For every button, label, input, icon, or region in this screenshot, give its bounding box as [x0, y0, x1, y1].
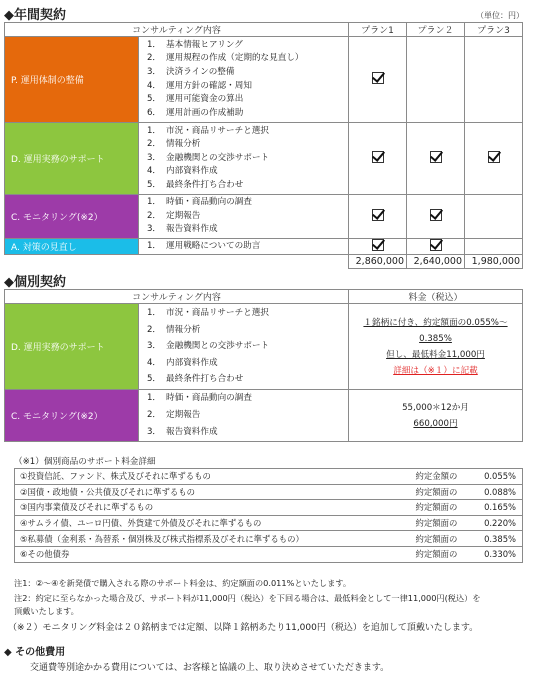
individual-header-content: コンサルティング内容 [5, 290, 349, 304]
checkbox-icon [430, 239, 442, 251]
checkbox-icon [372, 209, 384, 221]
fee-cell-c [349, 390, 523, 442]
detail-label: ②国債・政地債・公共債及びそれに準ずるもの [15, 484, 411, 500]
check-cell [465, 195, 523, 239]
table-row [15, 531, 523, 547]
individual-category-d: D. 運用実務のサポート [5, 304, 139, 390]
list-item: 2． 定期報告 [146, 210, 201, 221]
check-cell [349, 123, 407, 195]
note-2-cont: 頂戴いたします。 [14, 606, 79, 616]
detail-basis: 約定額面の [411, 484, 471, 500]
list-item: 5． 運用可能資金の算出 [146, 94, 244, 105]
list-item: 2． 情報分析 [146, 139, 201, 150]
detail-basis: 約定額面の [411, 546, 471, 562]
list-item: 1． 運用戦略についての助言 [146, 240, 261, 251]
detail-rate: 0.165% [471, 500, 523, 516]
annual-header-plan2: プラン２ [407, 23, 465, 37]
category-c: C. モニタリング(※2） [5, 195, 139, 239]
detail-label: ①投資信託、ファンド、株式及びそれに準ずるもの [15, 469, 411, 485]
detail-rate: 0.088% [471, 484, 523, 500]
list-item: 5． 最終条件打ち合わせ [146, 179, 244, 190]
detail-label: ④サムライ債、ユーロ円債、外貨建て外債及びそれに準ずるもの [15, 515, 411, 531]
annual-header-content: コンサルティング内容 [5, 23, 349, 37]
fee-annual-total: 660,000円 [413, 418, 458, 429]
detail-rate: 0.385% [471, 531, 523, 547]
note-2: 注2：約定に至らなかった場合及び、サポート料が11,000円（税込）を下回る場合は、最低料金として一律11,000円(税込）を [14, 593, 481, 603]
checkbox-icon [488, 151, 500, 163]
individual-items-c [139, 390, 349, 442]
list-item: 4． 内部資料作成 [146, 166, 218, 177]
list-item: 1． 時価・商品動向の調査 [146, 197, 252, 208]
checkbox-icon [372, 72, 384, 84]
items-c [139, 195, 349, 239]
list-item: 3． 決済ラインの整備 [146, 66, 235, 77]
detail-label: ③国内事業債及びそれに準ずるもの [15, 500, 411, 516]
category-d: D. 運用実務のサポート [5, 123, 139, 195]
checkbox-icon [430, 209, 442, 221]
note-monitoring: （※２）モニタリング料金は２０銘柄までは定額、以降１銘柄あたり11,000円（税込）を追加して頂戴いたします。 [8, 623, 479, 633]
detail-label: ⑥その他債券 [15, 546, 411, 562]
note-1: 注1：②～④を新発債で購入される際のサポート料金は、約定額面の0.011%といたします。 [14, 578, 352, 588]
detail-rate: 0.330% [471, 546, 523, 562]
fee-cell-d [349, 304, 523, 390]
items-a [139, 239, 349, 255]
detail-basis: 約定金額の [411, 469, 471, 485]
check-cell [349, 195, 407, 239]
individual-contract-table [4, 289, 523, 442]
unit-label: （単位：円） [476, 11, 524, 20]
table-row [15, 469, 523, 485]
category-p: P. 運用体制の整備 [5, 37, 139, 123]
other-costs-title: ◆ その他費用 [4, 647, 66, 658]
list-item: 2． 情報分析 [146, 324, 201, 335]
checkbox-icon [372, 239, 384, 251]
check-cell [349, 239, 407, 255]
fee-minimum: 但し、最低料金11,000円 [386, 349, 485, 360]
price-plan3: 1,980,000 [465, 255, 523, 269]
list-item: 1． 市況・商品リサーチと選択 [146, 125, 269, 136]
fee-detail-table [14, 468, 523, 563]
list-item: 4． 運用方針の確認・周知 [146, 80, 252, 91]
list-item: 1． 基本情報ヒアリング [146, 39, 243, 50]
fee-detail-link[interactable]: 詳細は（※１）に記載 [393, 365, 478, 376]
check-cell [465, 239, 523, 255]
fee-rate-upper: 0.385% [419, 333, 452, 344]
detail-label: ⑤私募債（金利系・為替系・個別株及び株式指標系及びそれに準ずるもの） [15, 531, 411, 547]
table-row [15, 484, 523, 500]
list-item: 3． 金融機関との交渉サポート [146, 152, 270, 163]
individual-category-c: C. モニタリング(※2） [5, 390, 139, 442]
items-d [139, 123, 349, 195]
check-cell [465, 123, 523, 195]
category-a: A. 対策の見直し [5, 239, 139, 255]
price-plan2: 2,640,000 [407, 255, 465, 269]
checkbox-icon [372, 151, 384, 163]
fee-rate-text: １銘柄に付き、約定額面の0.055%～ [363, 317, 508, 328]
detail-rate: 0.220% [471, 515, 523, 531]
check-cell [407, 123, 465, 195]
list-item: 4． 内部資料作成 [146, 357, 218, 368]
individual-section-title: ◆個別契約 [4, 275, 66, 290]
annual-header-plan3: プラン3 [465, 23, 523, 37]
detail-basis: 約定額面の [411, 531, 471, 547]
detail-basis: 約定額面の [411, 515, 471, 531]
detail-basis: 約定額面の [411, 500, 471, 516]
detail-rate: 0.055% [471, 469, 523, 485]
list-item: 1． 市況・商品リサーチと選択 [146, 308, 269, 319]
list-item: 5． 最終条件打ち合わせ [146, 374, 244, 385]
other-costs-body: 交通費等別途かかる費用については、お客様と協議の上、取り決めさせていただきます。 [30, 663, 390, 673]
table-row [15, 500, 523, 516]
table-row [15, 515, 523, 531]
list-item: 6． 運用計画の作成補助 [146, 107, 244, 118]
annual-section-title: ◆年間契約 [4, 8, 66, 23]
annual-contract-table [4, 22, 523, 269]
fee-monthly: 55,000＊12か月 [402, 402, 469, 413]
check-cell [407, 37, 465, 123]
list-item: 2． 定期報告 [146, 410, 201, 420]
check-cell [407, 195, 465, 239]
checkbox-icon [430, 151, 442, 163]
check-cell [407, 239, 465, 255]
check-cell [349, 37, 407, 123]
items-p [139, 37, 349, 123]
individual-items-d [139, 304, 349, 390]
individual-header-fee: 料金（税込） [349, 290, 523, 304]
list-item: 3． 報告資料作成 [146, 427, 218, 437]
list-item: 3． 報告資料作成 [146, 224, 218, 235]
detail-title: （※1）個別商品のサポート料金詳細 [14, 457, 156, 467]
list-item: 2． 運用規程の作成（定期的な見直し） [146, 53, 304, 64]
list-item: 3． 金融機関との交渉サポート [146, 341, 270, 352]
list-item: 1． 時価・商品動向の調査 [146, 393, 252, 403]
price-plan1: 2,860,000 [349, 255, 407, 269]
table-row [15, 546, 523, 562]
check-cell [465, 37, 523, 123]
annual-header-plan1: プラン1 [349, 23, 407, 37]
